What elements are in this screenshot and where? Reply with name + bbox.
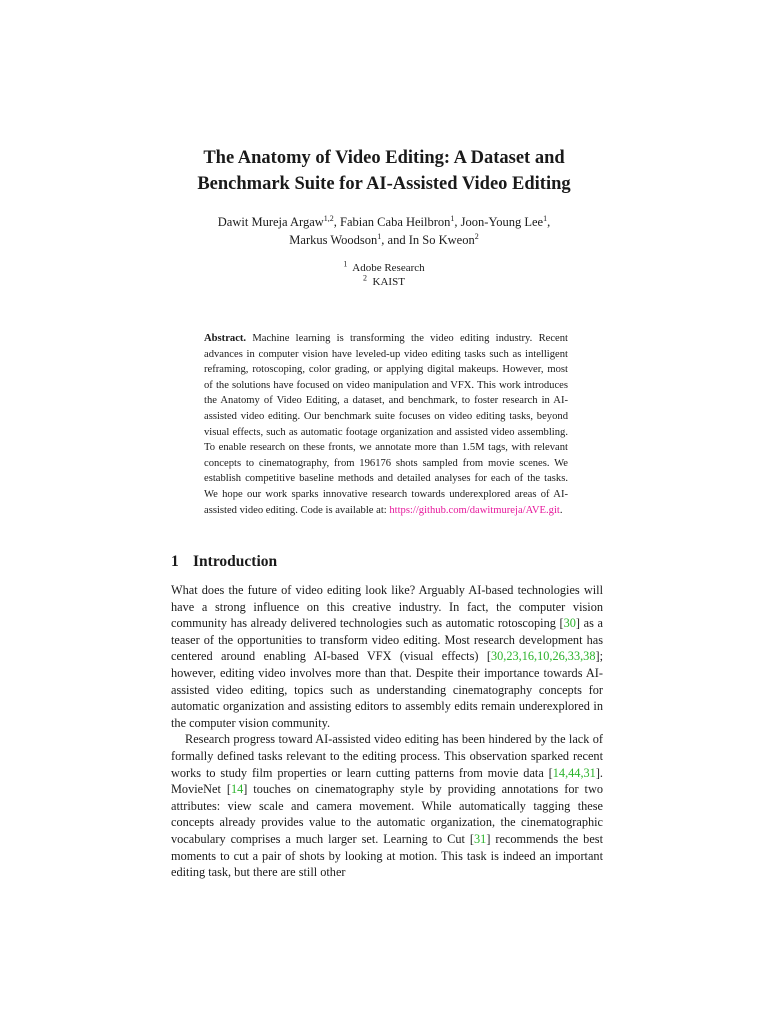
author-affiliation-mark: 1,2 <box>323 213 334 223</box>
paragraph-text: ] touches on cinematography style by providing annotations for two attributes: view scale and camera movement. While automatically tagging these concepts already provides value to the automatic organization, the cinematographic vocabulary comprises a much larger set. Learning to Cut [ <box>171 782 604 846</box>
citation-link[interactable]: 14 <box>230 782 244 797</box>
abstract <box>204 331 568 518</box>
paragraph <box>171 731 603 880</box>
code-link[interactable]: https://github.com/dawitmureja/AVE.git <box>389 504 560 516</box>
affiliation-name: KAIST <box>372 276 405 288</box>
citation-link[interactable]: 30 <box>563 616 576 631</box>
paragraph-text: ]. MovieNet [ <box>171 765 603 797</box>
affiliation-list <box>0 261 768 289</box>
affiliation <box>0 261 768 275</box>
section-number: 1 <box>171 553 179 570</box>
introduction-body <box>171 582 603 881</box>
affiliation-name: Adobe Research <box>352 262 425 274</box>
author-list <box>0 213 768 249</box>
author-affiliation-mark: 1 <box>377 231 382 241</box>
paragraph-text: What does the future of video editing look like? Arguably AI-based technologies will have a strong influence on this creative industry. In fact, the computer vision community has already delivered technologies such as automatic rotoscoping [ <box>171 583 603 631</box>
author-affiliation-mark: 2 <box>474 231 479 241</box>
affiliation-mark: 2 <box>363 273 368 283</box>
title-line-1: The Anatomy of Video Editing: A Dataset and <box>203 148 565 168</box>
paragraph <box>171 582 603 731</box>
section-heading <box>171 553 277 571</box>
paragraph-text: ] recommends the best moments to cut a pair of shots by looking at motion. This task is indeed an important editing task, but there are still other <box>171 831 603 880</box>
affiliation <box>0 275 768 289</box>
author-line-2 <box>0 231 768 249</box>
author-name: Markus Woodson <box>289 233 378 247</box>
author-name: Dawit Mureja Argaw <box>217 215 324 229</box>
abstract-text: Machine learning is transforming the video editing industry. Recent advances in computer vision have leveled-up video editing tasks such as intelligent reframing, rotoscoping, color grading, or applying digital makeups. However, most of the solutions have focused on video manipulation and VFX. This work introduces the Anatomy of Video Editing, a dataset, and benchmark, to foster research in AI-assisted video editing. Our benchmark suite focuses on video editing tasks, beyond visual effects, such as automatic footage organization and assisted video assembling. To enable research on these fronts, we annotate more than 1.5M tags, with relevant concepts to cinematography, from 196176 shots sampled from movie scenes. We establish competitive baseline methods and detailed analyses for each of the tasks. We hope our work sparks innovative research towards underexplored areas of AI-assisted video editing. Code is available at: <box>204 333 568 516</box>
title-line-2: Benchmark Suite for AI-Assisted Video Editing <box>197 174 571 194</box>
section-title: Introduction <box>193 553 278 570</box>
affiliation-mark: 1 <box>343 259 348 269</box>
abstract-label: Abstract. <box>204 333 247 344</box>
paragraph-text: ] as a teaser of the opportunities to transform video editing. Most research development has centered around enabling AI-based VFX (visual effects) [ <box>171 616 603 664</box>
citation-link[interactable]: 31 <box>474 831 487 846</box>
author-conjunction: , and <box>381 233 409 247</box>
author-name: Joon-Young Lee <box>460 215 544 229</box>
author-affiliation-mark: 1 <box>543 213 548 223</box>
author-name: In So Kweon <box>408 233 475 247</box>
paragraph-text: ]; however, editing video involves more than that. Despite their importance towards AI-assisted video editing, topics such as understanding cinematography concepts for automatic organization and assisting editors to assembly edits remain underexplored in the computer vision community. <box>171 649 603 730</box>
author-affiliation-mark: 1 <box>450 213 455 223</box>
author-name: Fabian Caba Heilbron <box>340 215 451 229</box>
paper-title <box>0 145 768 197</box>
paragraph-text: Research progress toward AI-assisted video editing has been hindered by the lack of formally defined tasks relevant to the editing process. This observation sparked recent works to study film properties or learn cutting patterns from movie data [ <box>171 732 603 780</box>
citation-link[interactable]: 14,44,31 <box>552 765 596 780</box>
author-line-1: Dawit Mureja Argaw$^{1,2}$, Fabian Caba Heilbron$^1$, Joon-Young Lee$^1$, <box>217 213 551 229</box>
citation-link[interactable]: 30,23,16,10,26,33,38 <box>490 649 596 664</box>
abstract-end: . <box>559 504 563 516</box>
